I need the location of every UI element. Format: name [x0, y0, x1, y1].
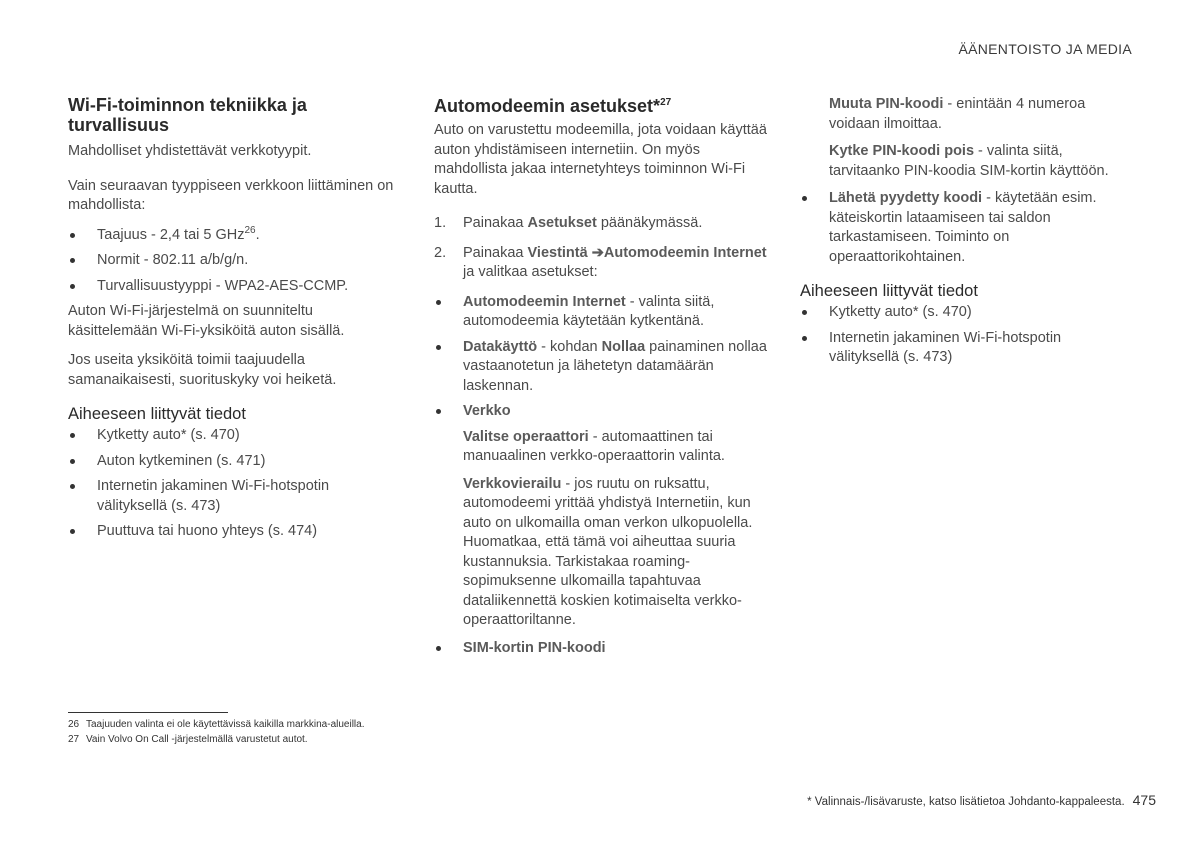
list-item: Verkko: [434, 402, 769, 422]
column-pin-settings: [800, 95, 1130, 374]
footnote-divider: [68, 712, 228, 713]
related-link[interactable]: Kytketty auto* (s. 470): [68, 426, 398, 446]
list-item: Normit - 802.11 a/b/g/n.: [68, 251, 398, 271]
related-link[interactable]: Internetin jakaminen Wi-Fi-hotspotin välityksellä (s. 473): [68, 477, 398, 516]
footnote: 26 Taajuuden valinta ei ole käytettävissä kaikilla markkina-alueilla.: [68, 719, 365, 730]
column-modem-settings: [434, 95, 769, 664]
sub-item: Muuta PIN-koodi - enintään 4 numeroa voidaan ilmoittaa.: [829, 96, 1086, 132]
subtitle: Mahdolliset yhdistettävät verkkotyypit.: [68, 143, 312, 159]
section-title: Wi-Fi-toiminnon tekniikka ja turvallisuus: [68, 95, 307, 135]
paragraph: Auton Wi-Fi-järjestelmä on suunniteltu käsittelemään Wi-Fi-yksiköitä auton sisällä.: [68, 303, 345, 339]
page-footer: [807, 792, 1156, 808]
related-title: Aiheeseen liittyvät tiedot: [68, 405, 246, 423]
list-item: Turvallisuustyyppi - WPA2-AES-CCMP.: [68, 277, 398, 297]
list-item: SIM-kortin PIN-koodi: [434, 639, 769, 659]
sub-item: Valitse operaattori - automaattinen tai manuaalinen verkko-operaattorin valinta.: [463, 428, 725, 464]
intro-text: Auto on varustettu modeemilla, jota voidaan käyttää auton yhdistämiseen internetiin. On myös mahdollista jakaa internetyhteys toiminnon Wi-Fi kautta.: [434, 122, 767, 197]
option-note: * Valinnais-/lisävaruste, katso lisätietoa Johdanto-kappaleesta.: [807, 796, 1125, 808]
sub-item: Verkkovierailu - jos ruutu on ruksattu, automodeemi yrittää yhdistyä Internetiin, kun auto on ulkomailla oman verkon ulkopuolella. Huomatkaa, että tämä voi aiheuttaa suuria kustannuksia. Tarkistakaa roaming-sopimuksenne ulkomailla tapahtuvaa dataliikennettä koskien kotimaiselta verkko-operaattoriltanne.: [463, 475, 753, 628]
related-link[interactable]: Puuttuva tai huono yhteys (s. 474): [68, 522, 398, 542]
footnote-ref[interactable]: 27: [660, 97, 672, 108]
list-item: Automodeemin Internet - valinta siitä, automodeemia käytetään kytkentänä.: [434, 293, 769, 332]
step-2: 2. Painakaa Viestintä ➔Automodeemin Internet ja valitkaa asetukset:: [434, 244, 767, 280]
related-link[interactable]: Kytketty auto* (s. 470): [800, 303, 1130, 323]
column-wifi-technology: [68, 95, 398, 548]
list-item: Lähetä pyydetty koodi - käytetään esim. käteiskortin lataamiseen tai saldon tarkastamiseen. Toiminto on operaattorikohtainen.: [800, 189, 1130, 267]
paragraph: Jos useita yksiköitä toimii taajuudella samanaikaisesti, suorituskyky voi heiketä.: [68, 352, 337, 388]
step-1: 1. Painakaa Asetukset päänäkymässä.: [434, 214, 769, 234]
step-number: 1.: [434, 215, 447, 231]
footnote-ref[interactable]: 26: [244, 224, 256, 236]
footnote: 27 Vain Volvo On Call -järjestelmällä varustetut autot.: [68, 734, 308, 745]
related-link[interactable]: Internetin jakaminen Wi-Fi-hotspotin välityksellä (s. 473): [800, 329, 1130, 368]
sub-item: Kytke PIN-koodi pois - valinta siitä, tarvitaanko PIN-koodia SIM-kortin käyttöön.: [829, 143, 1109, 179]
page-number: 475: [1132, 792, 1156, 808]
section-title: Automodeemin asetukset*$^{27}$: [434, 96, 672, 116]
related-link[interactable]: Auton kytkeminen (s. 471): [68, 452, 398, 472]
section-header: ÄÄNENTOISTO JA MEDIA: [958, 41, 1132, 57]
related-title: Aiheeseen liittyvät tiedot: [800, 282, 978, 300]
intro-text: Vain seuraavan tyyppiseen verkkoon liittäminen on mahdollista:: [68, 177, 394, 213]
list-item: Datakäyttö - kohdan Nollaa painaminen nollaa vastaanotetun ja lähetetyn datamäärän laskennan.: [434, 338, 769, 397]
list-item: Taajuus - 2,4 tai 5 GHz$^{26}$.: [68, 226, 398, 246]
arrow-right-icon: ➔: [591, 244, 604, 261]
step-number: 2.: [434, 244, 447, 261]
